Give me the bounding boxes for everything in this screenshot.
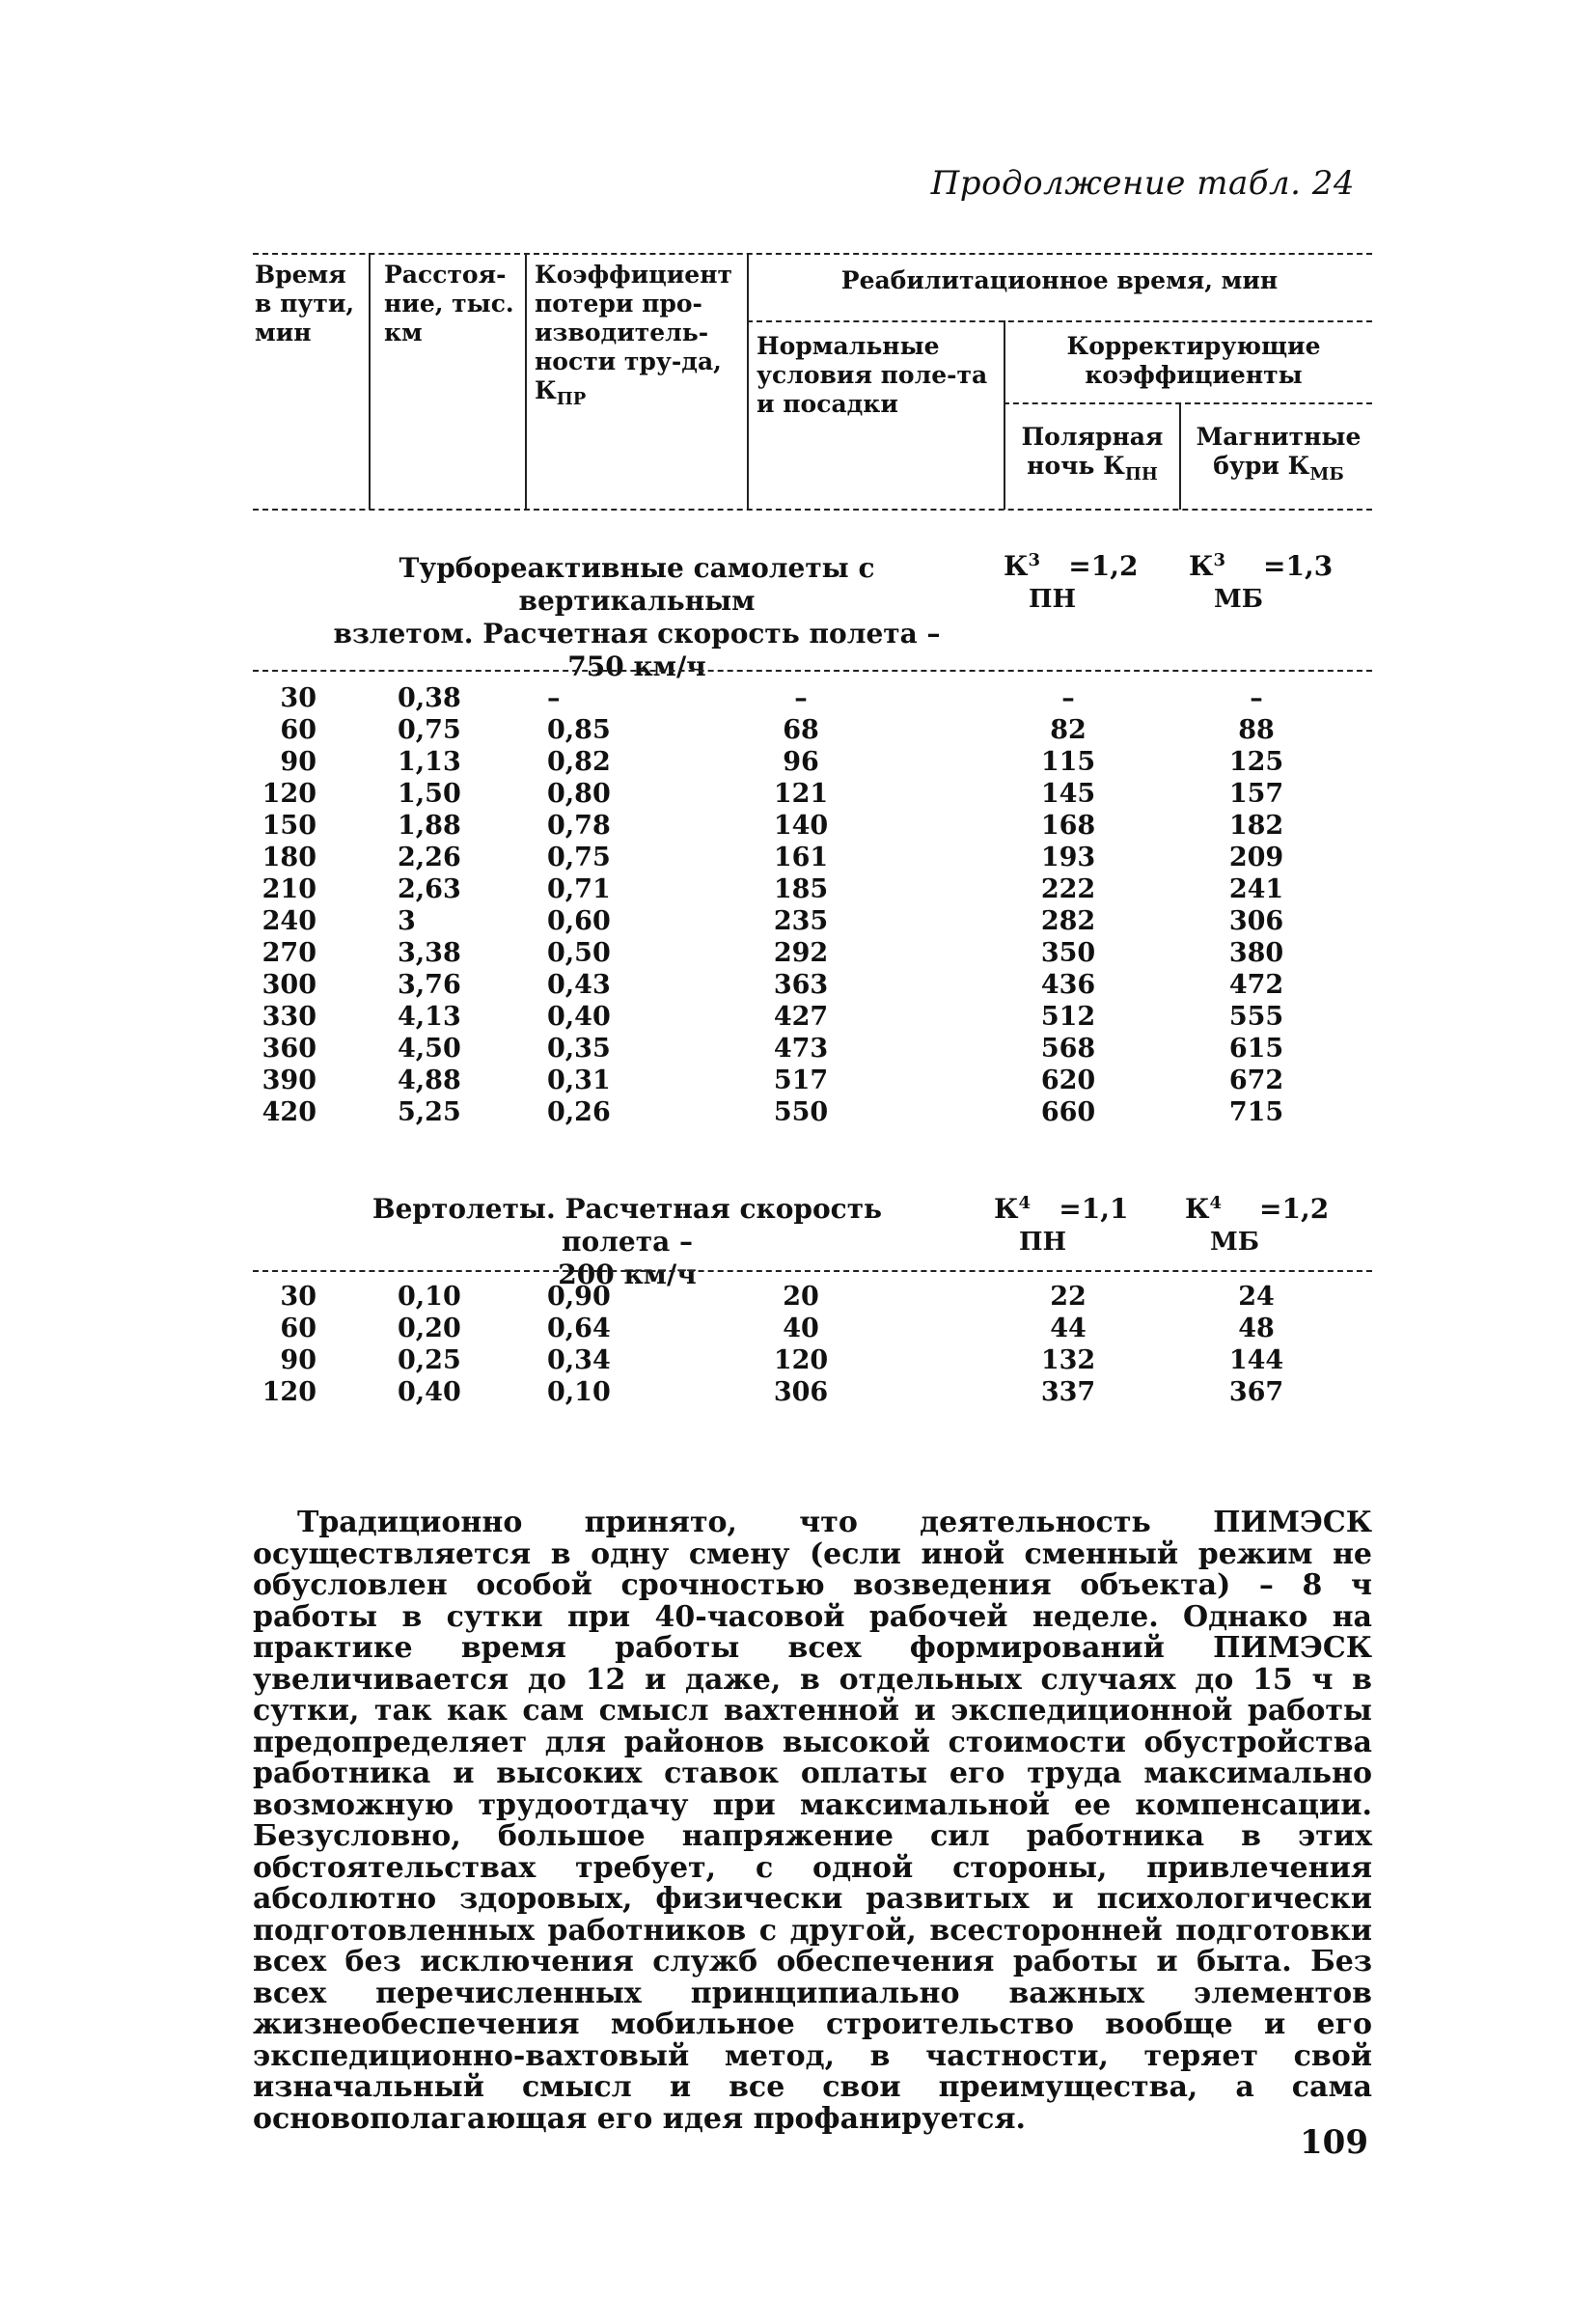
polar-cell: 350 — [1040, 938, 1096, 968]
time-cell: 390 — [261, 1065, 316, 1095]
distance-cell: 2,63 — [398, 874, 461, 904]
coefficient-cell: 0,85 — [547, 715, 611, 745]
distance-cell: 0,75 — [398, 715, 461, 745]
distance-cell: 0,20 — [398, 1314, 461, 1343]
magnetic-cell: 88 — [1238, 715, 1275, 745]
table-row — [253, 874, 1372, 906]
paragraph-text: Традиционно принято, что деятельность ПИМЭСК осуществляется в одну смену (если иной сменный режим не обусловлен особой срочностью возведения объекта) – 8 ч работы в сутки при 40-часовой рабочей неделе. Однако на практике время работы всех формирований ПИМЭСК увеличивается до 12 и даже, в отдельных случаях до 15 ч в сутки, так как сам смысл вахтенной и экспедиционной работы предопределяет для районов высокой стоимости обустройства работника и высоких ставок оплаты его труда максимально возможную трудоотдачу при максимальной ее компенсации. Безусловно, большое напряжение сил работника в этих обстоятельствах требует, с одной стороны, привлечения абсолютно здоровых, физически развитых и психологически подготовленных работников с другой, всесторонней подготовки всех без исключения служб обеспечения работы и быта. Без всех перечисленных принципиально важных элементов жизнеобеспечения мобильное строительство вообще и его экспедиционно-вахтовый метод, в частности, теряет свой изначальный смысл и все свои преимущества, а сама основополагающая его идея профанируется. — [253, 1506, 1372, 2136]
table-row — [253, 683, 1372, 715]
time-cell: 270 — [261, 938, 316, 968]
page-number: 109 — [1300, 2123, 1368, 2162]
table-row — [253, 715, 1372, 747]
header-coefficient: Коэффициент потери про-изводитель-ности тру-да, $К_{ПР}$ — [535, 261, 732, 409]
header-top-rule — [253, 253, 1372, 255]
normal-cell: 161 — [773, 843, 829, 872]
time-cell: 420 — [261, 1097, 316, 1127]
time-cell: 90 — [280, 1345, 316, 1375]
normal-cell: 427 — [773, 1002, 829, 1032]
magnetic-cell: 209 — [1228, 843, 1284, 872]
polar-cell: 168 — [1040, 811, 1096, 841]
coefficient-cell: – — [547, 683, 561, 713]
table-row — [253, 1314, 1372, 1345]
header-normal-conditions: Нормальные условия поле-та и посадки — [757, 332, 988, 418]
table-row — [253, 906, 1372, 938]
normal-cell: 96 — [783, 747, 819, 777]
table-caption: Продолжение табл. 24 — [930, 164, 1355, 203]
coefficient-cell: 0,71 — [547, 874, 611, 904]
magnetic-cell: 555 — [1228, 1002, 1284, 1032]
header-rehab-time: Реабилитационное время, мин — [840, 266, 1279, 294]
table-row — [253, 1282, 1372, 1314]
coefficient-cell: 0,78 — [547, 811, 611, 841]
normal-cell: 235 — [773, 906, 829, 936]
header-bottom-rule — [253, 509, 1372, 511]
normal-cell: 363 — [773, 970, 829, 1000]
time-cell: 180 — [261, 843, 316, 872]
polar-cell: 44 — [1050, 1314, 1087, 1343]
polar-cell: 22 — [1050, 1282, 1087, 1312]
section1-k-mb: $К^3$ =1,3 МБ — [1189, 550, 1334, 614]
distance-cell: 1,88 — [398, 811, 461, 841]
header-sub-rule — [1004, 402, 1372, 404]
polar-cell: 282 — [1040, 906, 1096, 936]
section2-title — [318, 1193, 936, 1291]
time-cell: 360 — [261, 1034, 316, 1064]
normal-cell: 185 — [773, 874, 829, 904]
table-row — [253, 1377, 1372, 1409]
magnetic-cell: 380 — [1228, 938, 1284, 968]
distance-cell: 2,26 — [398, 843, 461, 872]
table-row — [253, 843, 1372, 874]
polar-cell: 115 — [1040, 747, 1096, 777]
distance-cell: 1,13 — [398, 747, 461, 777]
section1-title-line: Турбореактивные самолеты с вертикальным — [399, 552, 875, 617]
magnetic-cell: 715 — [1228, 1097, 1284, 1127]
magnetic-cell: 144 — [1228, 1345, 1284, 1375]
magnetic-cell: 306 — [1228, 906, 1284, 936]
magnetic-cell: 24 — [1238, 1282, 1275, 1312]
section2-rows — [253, 1282, 1372, 1409]
time-cell: 60 — [280, 715, 316, 745]
header-distance: Расстоя-ние, тыс. км — [384, 261, 514, 346]
polar-cell: 145 — [1040, 779, 1096, 809]
normal-cell: 550 — [773, 1097, 829, 1127]
table-row — [253, 1097, 1372, 1129]
section2-rule — [253, 1270, 1372, 1272]
coefficient-cell: 0,31 — [547, 1065, 611, 1095]
table-row — [253, 938, 1372, 970]
polar-cell: 512 — [1040, 1002, 1096, 1032]
time-cell: 150 — [261, 811, 316, 841]
coefficient-cell: 0,50 — [547, 938, 611, 968]
coefficient-cell: 0,90 — [547, 1282, 611, 1312]
polar-cell: 132 — [1040, 1345, 1096, 1375]
time-cell: 90 — [280, 747, 316, 777]
header-time: Время в пути, мин — [255, 261, 355, 346]
magnetic-cell: 48 — [1238, 1314, 1275, 1343]
time-cell: 300 — [261, 970, 316, 1000]
table-row — [253, 1034, 1372, 1065]
coefficient-cell: 0,26 — [547, 1097, 611, 1127]
polar-cell: 620 — [1040, 1065, 1096, 1095]
magnetic-cell: – — [1250, 683, 1263, 713]
normal-cell: 306 — [773, 1377, 829, 1407]
normal-cell: 517 — [773, 1065, 829, 1095]
coefficient-cell: 0,40 — [547, 1002, 611, 1032]
normal-cell: 40 — [783, 1314, 819, 1343]
normal-cell: 292 — [773, 938, 829, 968]
magnetic-cell: 182 — [1228, 811, 1284, 841]
table-row — [253, 1002, 1372, 1034]
table-row — [253, 811, 1372, 843]
table-row — [253, 1345, 1372, 1377]
coefficient-cell: 0,43 — [547, 970, 611, 1000]
normal-cell: 140 — [773, 811, 829, 841]
table-row — [253, 779, 1372, 811]
distance-cell: 0,10 — [398, 1282, 461, 1312]
time-cell: 240 — [261, 906, 316, 936]
polar-cell: 568 — [1040, 1034, 1096, 1064]
header-divider — [525, 253, 527, 510]
magnetic-cell: 125 — [1228, 747, 1284, 777]
header-divider — [1179, 402, 1181, 510]
time-cell: 120 — [261, 1377, 316, 1407]
section1-rows — [253, 683, 1372, 1129]
magnetic-cell: 672 — [1228, 1065, 1284, 1095]
section2-k-mb: $К^4$ =1,2 МБ — [1185, 1193, 1330, 1257]
header-correcting: Корректирующие коэффициенты — [1066, 332, 1321, 389]
coefficient-cell: 0,80 — [547, 779, 611, 809]
section1-k-pn: $К^3$ =1,2 ПН — [1004, 550, 1139, 614]
time-cell: 60 — [280, 1314, 316, 1343]
section1-title — [299, 552, 975, 683]
coefficient-cell: 0,35 — [547, 1034, 611, 1064]
polar-cell: – — [1061, 683, 1075, 713]
table-row — [253, 970, 1372, 1002]
section2-k-pn: $К^4$ =1,1 ПН — [994, 1193, 1129, 1257]
section1-title-line: 750 км/ч — [567, 650, 706, 682]
section1-rule — [253, 670, 1372, 672]
magnetic-cell: 367 — [1228, 1377, 1284, 1407]
time-cell: 120 — [261, 779, 316, 809]
polar-cell: 660 — [1040, 1097, 1096, 1127]
distance-cell: 5,25 — [398, 1097, 461, 1127]
distance-cell: 3 — [398, 906, 416, 936]
polar-cell: 436 — [1040, 970, 1096, 1000]
header-magnetic-storms: Магнитные бури $К_{МБ}$ — [1196, 423, 1362, 484]
coefficient-cell: 0,75 — [547, 843, 611, 872]
distance-cell: 4,50 — [398, 1034, 461, 1064]
distance-cell: 4,13 — [398, 1002, 461, 1032]
normal-cell: – — [794, 683, 808, 713]
magnetic-cell: 472 — [1228, 970, 1284, 1000]
magnetic-cell: 157 — [1228, 779, 1284, 809]
normal-cell: 120 — [773, 1345, 829, 1375]
time-cell: 330 — [261, 1002, 316, 1032]
normal-cell: 20 — [783, 1282, 819, 1312]
table-row — [253, 747, 1372, 779]
distance-cell: 3,38 — [398, 938, 461, 968]
normal-cell: 68 — [783, 715, 819, 745]
polar-cell: 193 — [1040, 843, 1096, 872]
coefficient-cell: 0,60 — [547, 906, 611, 936]
magnetic-cell: 241 — [1228, 874, 1284, 904]
normal-cell: 121 — [773, 779, 829, 809]
polar-cell: 222 — [1040, 874, 1096, 904]
distance-cell: 3,76 — [398, 970, 461, 1000]
normal-cell: 473 — [773, 1034, 829, 1064]
coefficient-cell: 0,64 — [547, 1314, 611, 1343]
distance-cell: 4,88 — [398, 1065, 461, 1095]
distance-cell: 0,25 — [398, 1345, 461, 1375]
polar-cell: 337 — [1040, 1377, 1096, 1407]
table-header — [253, 253, 1372, 513]
coefficient-cell: 0,82 — [547, 747, 611, 777]
section2-title-line: 200 км/ч — [558, 1259, 697, 1290]
header-polar-night: Полярная ночь $К_{ПН}$ — [1021, 423, 1164, 484]
magnetic-cell: 615 — [1228, 1034, 1284, 1064]
distance-cell: 0,38 — [398, 683, 461, 713]
header-divider — [1004, 320, 1005, 510]
time-cell: 30 — [280, 683, 316, 713]
section1-title-line: взлетом. Расчетная скорость полета – — [333, 618, 941, 650]
coefficient-cell: 0,10 — [547, 1377, 611, 1407]
table-row — [253, 1065, 1372, 1097]
time-cell: 30 — [280, 1282, 316, 1312]
section2-title-line: Вертолеты. Расчетная скорость полета – — [371, 1193, 883, 1258]
time-cell: 210 — [261, 874, 316, 904]
distance-cell: 0,40 — [398, 1377, 461, 1407]
header-divider — [369, 253, 371, 510]
distance-cell: 1,50 — [398, 779, 461, 809]
header-sub-rule — [747, 320, 1372, 322]
polar-cell: 82 — [1050, 715, 1087, 745]
body-paragraph — [253, 1508, 1372, 2135]
coefficient-cell: 0,34 — [547, 1345, 611, 1375]
